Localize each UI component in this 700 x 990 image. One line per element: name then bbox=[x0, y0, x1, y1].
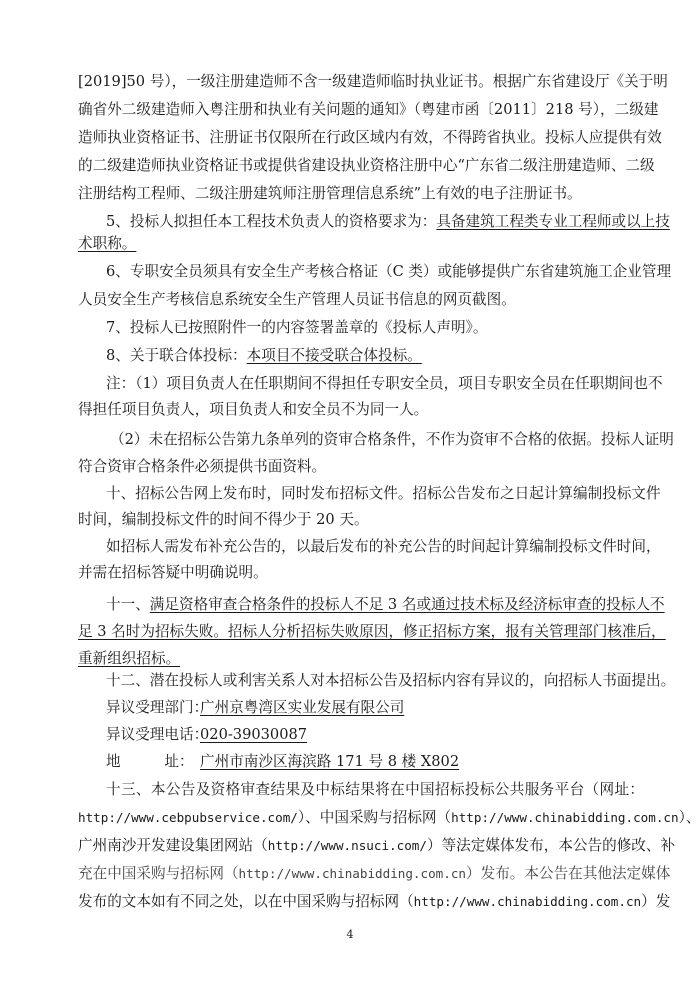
note-1-line: 注：（1）项目负责人在任职期间不得担任专职安全员，项目专职安全员在任职期间也不 bbox=[106, 375, 663, 392]
note-2-line: （2）未在招标公告第九条单列的资审合格条件，不作为资审不合格的依据。投标人证明 bbox=[110, 431, 674, 448]
item-5-text: 5、投标人拟担任本工程技术负责人的资格要求为： bbox=[106, 213, 437, 230]
item-5-requirement: 术职称。 bbox=[78, 235, 137, 252]
item-6-line: 人员安全生产考核信息系统安全生产管理人员证书信息的网页截图。 bbox=[78, 291, 516, 308]
item-13-line bbox=[78, 864, 671, 884]
item-11-line bbox=[78, 649, 644, 669]
objection-phone-value: 020-39030087 bbox=[200, 726, 308, 743]
note-1-line: 得担任项目负责人，项目负责人和安全员不为同一人。 bbox=[78, 401, 429, 418]
item-10-line: 十、招标公告网上发布时，同时发布招标文件。招标公告发布之日起计算编制投标文件 bbox=[106, 485, 661, 502]
item-11-text: 满足资格审查合格条件的投标人不足 3 名或通过技术标及经济标审查的投标人不 bbox=[149, 596, 665, 613]
item-10b-line: 如招标人需发布补充公告的，以最后发布的补充公告的时间起计算编制投标文件时间， bbox=[106, 538, 661, 555]
objection-address-value: 广州市南沙区海滨路 171 号 8 楼 X802 bbox=[200, 753, 460, 770]
objection-address-row bbox=[106, 752, 644, 772]
item-13-text: 广州南沙开发建设集团网站（ bbox=[78, 837, 268, 854]
paragraph-line: [2019]50 号），一级注册建造师不含一级建造师临时执业证书。根据广东省建设厅《关于明 bbox=[78, 73, 668, 90]
item-11-text: 足 3 名时为招标失败。招标人分析招标失败原因，修正招标方案，报有关管理部门核准后， bbox=[78, 623, 666, 640]
item-11-line bbox=[78, 622, 666, 642]
item-11-number: 十一、 bbox=[106, 596, 150, 613]
item-7-line: 7、投标人已按照附件一的内容签署盖章的《投标人声明》。 bbox=[106, 319, 488, 336]
objection-dept-label: 异议受理部门： bbox=[106, 699, 209, 716]
item-8-requirement: 本项目不接受联合体投标。 bbox=[246, 347, 422, 364]
paragraph-line: 注册结构工程师、二级注册建筑师注册管理信息系统”上有效的电子注册证书。 bbox=[78, 185, 582, 202]
link-chinabidding[interactable]: http://www.chinabidding.com.cn bbox=[238, 866, 467, 881]
paragraph-line: 造师执业资格证书、注册证书仅限所在行政区域内有效，不得跨省执业。投标人应提供有效 bbox=[78, 129, 662, 146]
item-8-line bbox=[106, 346, 644, 366]
item-13-text: ）、 bbox=[678, 809, 700, 826]
item-5-requirement: 具备建筑工程类专业工程师或以上技 bbox=[436, 213, 670, 230]
objection-address-label: 地 址： bbox=[106, 753, 194, 770]
item-11-line bbox=[106, 595, 665, 615]
item-13-text: 充在中国采购与招标网（ bbox=[78, 865, 239, 882]
item-13-line bbox=[78, 836, 676, 856]
item-13-text: ）发布。本公告在其他法定媒体 bbox=[466, 865, 671, 882]
item-13-line: 十三、本公告及资格审查结果及中标结果将在中国招标投标公共服务平台（网址： bbox=[106, 781, 644, 798]
link-cebpubservice[interactable]: http://www.cebpubservice.com/ bbox=[78, 810, 298, 825]
item-10b-line: 并需在招标答疑中明确说明。 bbox=[78, 564, 268, 581]
item-13-text: ）等法定媒体发布，本公告的修改、补 bbox=[426, 837, 676, 854]
objection-dept-row bbox=[106, 698, 644, 718]
link-chinabidding[interactable]: http://www.chinabidding.com.cn bbox=[451, 810, 679, 825]
paragraph-line: 确省外二级建造师入粤注册和执业有关问题的通知》（粤建市函〔2011〕218 号），二级建 bbox=[78, 101, 659, 118]
item-13-text: ）发 bbox=[641, 893, 671, 910]
item-8-text: 8、关于联合体投标： bbox=[106, 347, 247, 364]
item-5-line bbox=[106, 212, 670, 232]
item-12-line: 十二、潜在投标人或利害关系人对本招标公告及招标内容有异议的，向招标人书面提出。 bbox=[106, 672, 676, 689]
item-13-line bbox=[78, 892, 671, 912]
link-chinabidding[interactable]: http://www.chinabidding.com.cn bbox=[413, 894, 642, 909]
objection-phone-row bbox=[106, 725, 644, 745]
objection-phone-label: 异议受理电话： bbox=[106, 726, 209, 743]
item-13-text: ）、中国采购与招标网（ bbox=[297, 809, 452, 826]
page-number: 4 bbox=[346, 928, 354, 941]
item-10-line: 时间，编制投标文件的时间不得少于 20 天。 bbox=[78, 511, 369, 528]
item-11-text: 重新组织招标。 bbox=[78, 650, 181, 667]
note-2-line: 符合资审合格条件必须提供书面资料。 bbox=[78, 458, 327, 475]
paragraph-line: 的二级建造师执业资格证书或提供省建设执业资格注册中心“广东省二级注册建造师、二级 bbox=[78, 157, 655, 174]
item-5-line bbox=[78, 234, 644, 254]
link-nsuci[interactable]: http://www.nsuci.com/ bbox=[267, 838, 427, 853]
objection-dept-value: 广州京粤湾区实业发展有限公司 bbox=[200, 699, 405, 716]
item-6-line: 6、专职安全员须具有安全生产考核合格证（C 类）或能够提供广东省建筑施工企业管理 bbox=[106, 263, 672, 280]
item-13-line bbox=[78, 808, 700, 828]
item-13-text: 发布的文本如有不同之处，以在中国采购与招标网（ bbox=[78, 893, 414, 910]
